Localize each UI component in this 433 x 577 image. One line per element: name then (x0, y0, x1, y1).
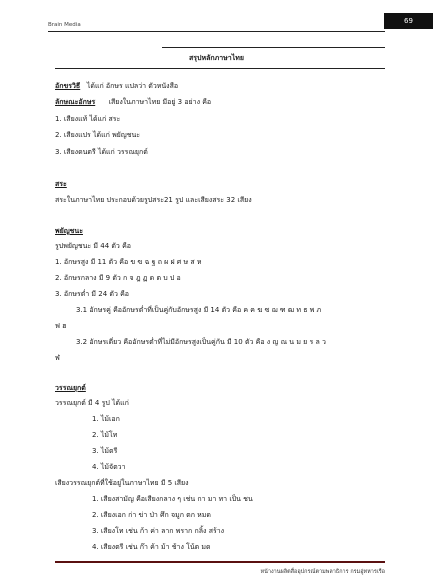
feature-heading: ลักษณะอักษร (55, 98, 96, 106)
phayanchana-sub1-line1: 3.1 อักษรคู่ คืออักษรต่ำที่เป็นคู่กับอักษรสูง มี 14 ตัว คือ ค ฅ ฆ ซ ฌ ฑ ฒ ท ธ พ ภ (76, 306, 322, 314)
page-title: สรุปหลักภาษาไทย (189, 54, 244, 62)
wannayuk-heading: วรรณยุกต์ (55, 384, 86, 392)
wannayuk-tone-3: 3. เสียงโท เช่น ก้า ค่า ลาก พราก กลิ้ง สร้าง (92, 527, 225, 535)
aksornwithi-item-1: 1. เสียงแท้ ได้แก่ สระ (55, 115, 121, 123)
aksornwithi-item-3: 3. เสียงดนตรี ได้แก่ วรรณยุกต์ (55, 148, 148, 156)
wannayuk-intro: วรรณยุกต์ มี 4 รูป ได้แก่ (55, 399, 129, 407)
wannayuk-form-2: 2. ไม้โท (92, 431, 118, 439)
feature-text: เสียงในภาษาไทย มีอยู่ 3 อย่าง คือ (108, 98, 212, 106)
wannayuk-tones-intro: เสียงวรรณยุกต์ที่ใช้อยู่ในภาษาไทย มี 5 เสียง (55, 479, 189, 487)
aksornwithi-item-2: 2. เสียงแปร ได้แก่ พยัญชนะ (55, 131, 141, 139)
phayanchana-item-1: 1. อักษรสูง มี 11 ตัว คือ ข ฃ ฉ ฐ ถ ผ ฝ ศ ษ ส ห (55, 258, 202, 266)
wannayuk-tone-4: 4. เสียงตรี เช่น ก๊า ค้า ม้า ช้าง โน้ต มด (92, 543, 211, 551)
sara-heading: สระ (55, 180, 67, 188)
phayanchana-sub2-line2: ฬ (55, 354, 60, 362)
title-top-rule (162, 47, 385, 48)
wannayuk-form-1: 1. ไม้เอก (92, 415, 120, 423)
aksornwithi-heading: อักขรวิธี (55, 82, 81, 90)
phayanchana-item-2: 2. อักษรกลาง มี 9 ตัว ก จ ฎ ฏ ด ต บ ป อ (55, 274, 181, 282)
aksornwithi-definition: ได้แก่ อักษร แปลว่า ตัวหนังสือ (86, 82, 179, 90)
header-divider (48, 31, 385, 32)
page-number: 69 (384, 13, 433, 29)
feature-line (55, 97, 211, 108)
wannayuk-form-3: 3. ไม้ตรี (92, 447, 118, 455)
sara-text: สระในภาษาไทย ประกอบด้วยรูปสระ21 รูป และเสียงสระ 32 เสียง (55, 196, 252, 204)
phayanchana-intro: รูปพยัญชนะ มี 44 ตัว คือ (55, 242, 131, 250)
phayanchana-sub2-line1: 3.2 อักษรเดี่ยว คืออักษรต่ำที่ไม่มีอักษรสูงเป็นคู่กัน มี 10 ตัว คือ ง ญ ณ น ม ย ร ล ว (76, 338, 326, 346)
aksornwithi-line (55, 81, 178, 92)
wannayuk-form-4: 4. ไม้จัตวา (92, 463, 126, 471)
phayanchana-sub1-line2: ฟ ฮ (55, 322, 67, 330)
wannayuk-tone-1: 1. เสียงสามัญ คือเสียงกลาง ๆ เช่น กา มา ทา เป็น ชน (92, 495, 253, 503)
phayanchana-item-3: 3. อักษรต่ำ มี 24 ตัว คือ (55, 290, 129, 298)
phayanchana-heading: พยัญชนะ (55, 227, 83, 235)
header-brand: Brain Media (48, 22, 81, 28)
footer-divider (55, 561, 385, 563)
footer-text: หน้างานผลิตสื่ออุปกรณ์ตามพลาธิการ กรมอู่ทหารเรือ (260, 569, 385, 575)
title-bottom-rule (55, 68, 385, 69)
wannayuk-tone-2: 2. เสียงเอก ก่า ข่า ป่า ศึก จมูก ตก หมด (92, 511, 211, 519)
